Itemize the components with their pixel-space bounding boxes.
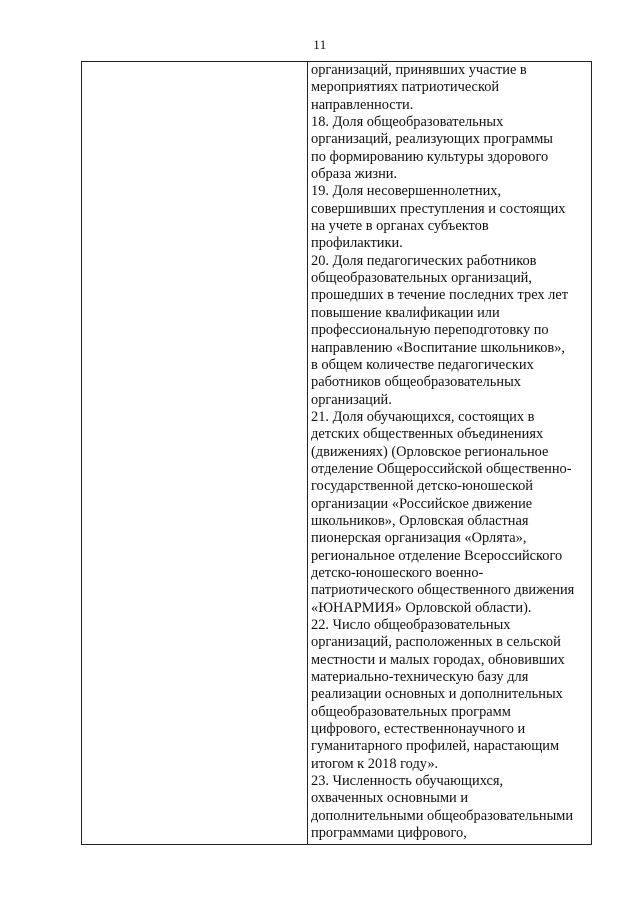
text-line: повышение квалификации или xyxy=(311,304,500,321)
text-line: общеобразовательных программ xyxy=(311,703,511,720)
text-line: прошедших в течение последних трех лет xyxy=(311,287,569,304)
text-line: охваченных основными и xyxy=(311,790,469,807)
text-line: дополнительными общеобразовательными xyxy=(311,807,574,824)
text-line: детских общественных объединениях xyxy=(311,426,544,443)
text-line: 21. Доля обучающихся, состоящих в xyxy=(311,408,535,425)
text-line: организации «Российское движение xyxy=(311,495,533,512)
text-line: школьников», Орловская областная xyxy=(311,512,529,529)
text-line: итогом к 2018 году». xyxy=(311,755,439,772)
text-line: профилактики. xyxy=(311,235,403,252)
text-line: 18. Доля общеобразовательных xyxy=(311,114,504,131)
document-table xyxy=(81,61,592,845)
text-line: совершивших преступления и состоящих xyxy=(311,200,566,217)
text-line: организаций. xyxy=(311,391,392,408)
text-line: общеобразовательных организаций, xyxy=(311,270,532,287)
text-line: программами цифрового, xyxy=(311,825,467,842)
text-line: профессиональную переподготовку по xyxy=(311,322,549,339)
text-line: организаций, реализующих программы xyxy=(311,131,553,148)
table-right-cell xyxy=(311,62,591,842)
text-line: (движениях) (Орловское региональное xyxy=(311,443,549,460)
text-line: детско-юношеского военно- xyxy=(311,564,484,581)
text-line: работников общеобразовательных xyxy=(311,374,521,391)
text-line: гуманитарного профилей, нарастающим xyxy=(311,738,560,755)
text-line: организаций, принявших участие в xyxy=(311,62,527,78)
text-line: 20. Доля педагогических работников xyxy=(311,252,537,269)
text-line: направлению «Воспитание школьников», xyxy=(311,339,566,356)
text-line: в общем количестве педагогических xyxy=(311,356,534,373)
text-line: 23. Численность обучающихся, xyxy=(311,773,504,790)
text-line: 22. Число общеобразовательных xyxy=(311,617,511,633)
text-line: организаций, расположенных в сельской xyxy=(311,634,561,651)
text-line: цифрового, естественнонаучного и xyxy=(311,721,526,738)
text-line: реализации основных и дополнительных xyxy=(311,686,563,703)
text-line: «ЮНАРМИЯ» Орловской области). xyxy=(311,599,532,616)
text-line: отделение Общероссийской общественно- xyxy=(311,460,572,477)
text-line: мероприятиях патриотической xyxy=(311,79,500,96)
text-line: по формированию культуры здорового xyxy=(311,148,549,165)
text-line: направленности. xyxy=(311,96,414,113)
column-divider xyxy=(307,62,308,844)
text-line: образа жизни. xyxy=(311,166,398,183)
text-line: на учете в органах субъектов xyxy=(311,218,489,235)
text-line: материально-техническую базу для xyxy=(311,669,529,686)
page-number: 11 xyxy=(313,37,327,52)
text-line: патриотического общественного движения xyxy=(311,582,575,599)
text-line: пионерская организация «Орлята», xyxy=(311,530,527,547)
text-line: местности и малых городах, обновивших xyxy=(311,651,565,668)
text-line: региональное отделение Всероссийского xyxy=(311,547,563,564)
text-line: государственной детско-юношеской xyxy=(311,478,533,495)
text-line: 19. Доля несовершеннолетних, xyxy=(311,183,502,200)
